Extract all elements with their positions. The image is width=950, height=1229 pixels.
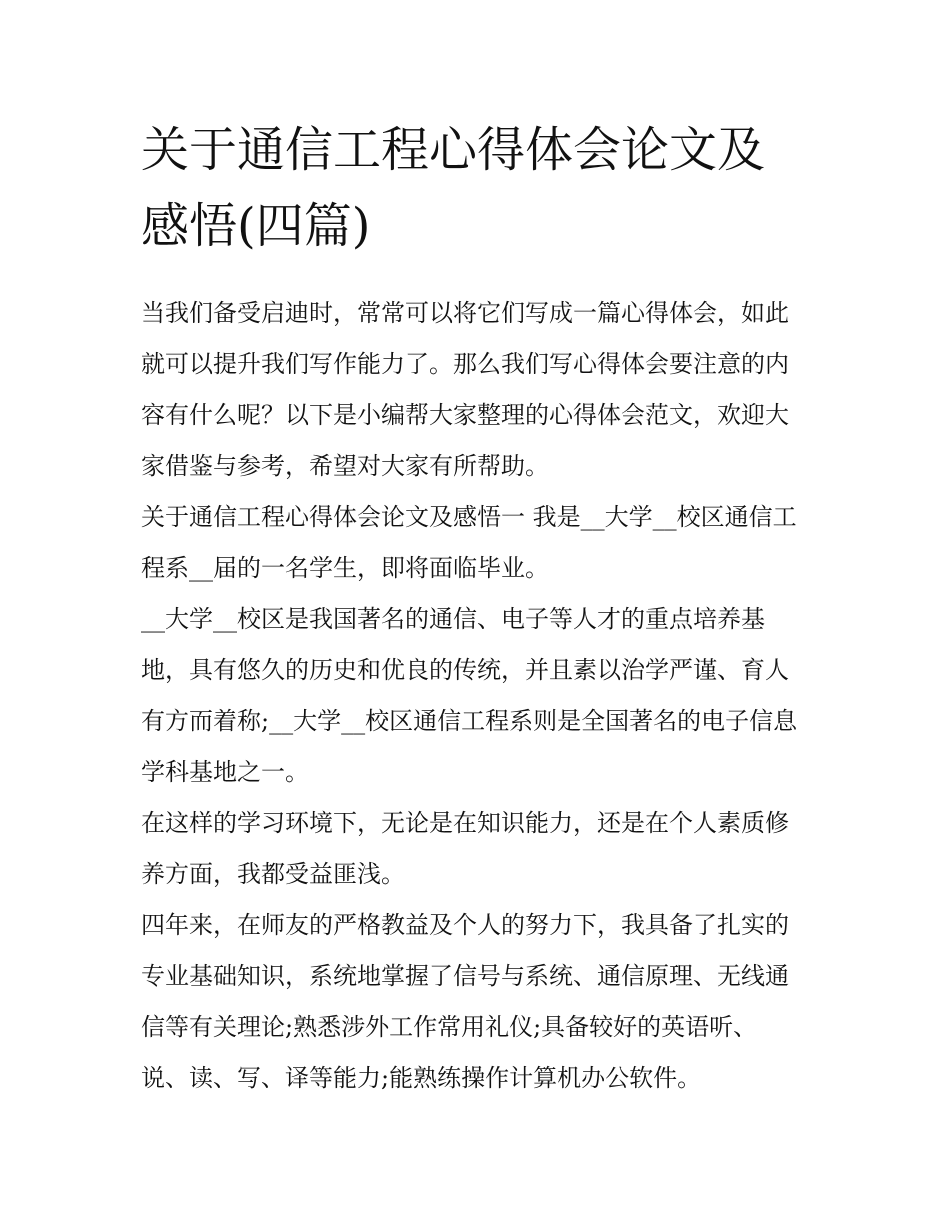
title-line: 关于通信工程心得体会论文及	[141, 122, 766, 178]
body-line: 四年来，在师友的严格教益及个人的努力下，我具备了扎实的	[141, 911, 789, 939]
body-line: 当我们备受启迪时，常常可以将它们写成一篇心得体会，如此	[141, 299, 789, 327]
body-line: 养方面，我都受益匪浅。	[141, 860, 405, 888]
body-line: 家借鉴与参考，希望对大家有所帮助。	[141, 452, 549, 480]
body-line: __大学__校区是我国著名的通信、电子等人才的重点培养基	[141, 605, 765, 633]
body-line: 程系__届的一名学生，即将面临毕业。	[141, 554, 549, 582]
body-line: 关于通信工程心得体会论文及感悟一 我是__大学__校区通信工	[141, 503, 797, 531]
body-line: 在这样的学习环境下，无论是在知识能力，还是在个人素质修	[141, 809, 789, 837]
body-line: 容有什么呢？以下是小编帮大家整理的心得体会范文，欢迎大	[141, 401, 789, 429]
body-line: 有方而着称;__大学__校区通信工程系则是全国著名的电子信息	[141, 707, 798, 735]
body-line: 专业基础知识，系统地掌握了信号与系统、通信原理、无线通	[141, 962, 789, 990]
body-line: 学科基地之一。	[141, 758, 309, 786]
body-line: 就可以提升我们写作能力了。那么我们写心得体会要注意的内	[141, 350, 789, 378]
title-line: 感悟(四篇)	[141, 198, 371, 254]
document-body	[141, 288, 813, 1104]
body-line: 地，具有悠久的历史和优良的传统，并且素以治学严谨、育人	[141, 656, 789, 684]
body-line: 说、读、写、译等能力;能熟练操作计算机办公软件。	[141, 1064, 702, 1092]
document-title	[141, 112, 813, 264]
body-line: 信等有关理论;熟悉涉外工作常用礼仪;具备较好的英语听、	[141, 1013, 758, 1041]
document-page	[141, 112, 813, 1104]
